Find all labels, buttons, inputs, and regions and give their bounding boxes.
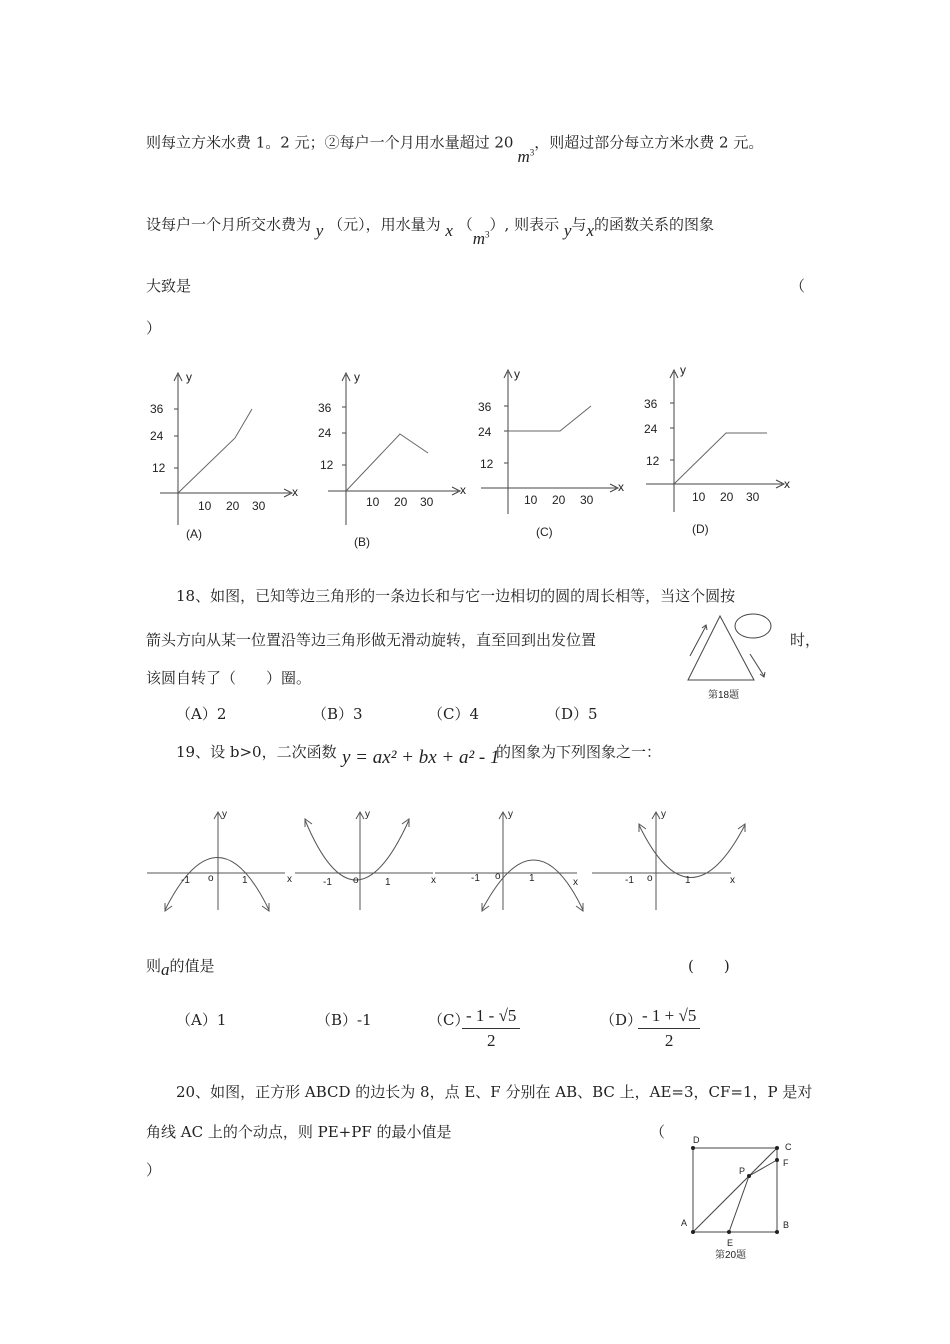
q17-line1: 则每立方米水费 1。2 元；②每户一个月用水量超过 $20m^3$，则超过部分每立方米水费 2 元。 <box>146 133 764 166</box>
q17-paren-open: （ <box>790 277 806 295</box>
svg-text:y: y <box>354 370 360 384</box>
graph-d <box>642 362 802 547</box>
svg-text:第20题: 第20题 <box>715 1250 747 1261</box>
q19-line1a: 19、设 b>0，二次函数 <box>176 743 337 761</box>
svg-text:36: 36 <box>318 401 332 415</box>
q17-line2: 设每户一个月所交水费为 y （元），用水量为 x $(m^3)$, 则表示 y与x的函数关系的图象 <box>146 215 714 248</box>
svg-text:30: 30 <box>746 490 760 504</box>
svg-text:y: y <box>186 370 192 384</box>
svg-text:-1: -1 <box>471 873 480 884</box>
svg-text:x: x <box>431 875 436 886</box>
graph-a <box>150 365 310 550</box>
svg-text:o: o <box>495 871 501 882</box>
svg-text:x: x <box>460 483 466 497</box>
q19-option-c-fraction: $\frac{- 1 - √5}{2}$ <box>462 1006 520 1051</box>
svg-text:10: 10 <box>692 490 706 504</box>
q19-graphs <box>145 805 775 915</box>
q18-option-a: （A）2 <box>176 705 227 723</box>
q19-option-d-label: （D） <box>600 1011 643 1029</box>
svg-text:1: 1 <box>529 873 535 884</box>
q18-line2: 箭头方向从某一位置沿等边三角形做无滑动旋转，直至回到出发位置 <box>146 631 597 649</box>
q17-paren-close: ） <box>146 319 162 337</box>
svg-text:24: 24 <box>478 425 492 439</box>
svg-text:12: 12 <box>646 454 660 468</box>
svg-text:24: 24 <box>150 429 164 443</box>
q20-paren-close: ） <box>146 1161 162 1179</box>
svg-text:F: F <box>783 1158 789 1168</box>
svg-text:1: 1 <box>385 877 391 888</box>
svg-text:30: 30 <box>580 493 594 507</box>
q19-option-c-label: （C） <box>428 1011 470 1029</box>
svg-text:o: o <box>353 875 359 886</box>
q19-option-a: （A）1 <box>176 1011 227 1029</box>
svg-text:1: 1 <box>685 875 691 886</box>
svg-text:10: 10 <box>366 495 380 509</box>
svg-text:12: 12 <box>480 457 494 471</box>
svg-text:o: o <box>208 873 214 884</box>
q18-option-d: （D）5 <box>546 705 598 723</box>
svg-text:y: y <box>514 367 520 381</box>
q18-option-c: （C）4 <box>428 705 480 723</box>
svg-text:36: 36 <box>150 402 164 416</box>
svg-text:(A): (A) <box>186 527 202 541</box>
q18-line3: 该圆自转了（ ）圈。 <box>146 669 312 687</box>
q20-line1: 20、如图，正方形 ABCD 的边长为 8，点 E、F 分别在 AB、BC 上，AE=3，CF=1，P 是对 <box>176 1083 813 1101</box>
svg-text:-1: -1 <box>323 877 332 888</box>
svg-text:30: 30 <box>252 499 266 513</box>
svg-text:第18题: 第18题 <box>708 690 740 701</box>
svg-text:-1: -1 <box>181 875 190 886</box>
q19-option-b: （B）-1 <box>316 1011 372 1029</box>
svg-text:20: 20 <box>720 490 734 504</box>
q19-formula: y = ax² + bx + a² - 1 <box>342 747 500 768</box>
q19-option-d-fraction: $\frac{- 1 + √5}{2}$ <box>638 1006 700 1051</box>
svg-text:(D): (D) <box>692 522 709 536</box>
q18-line1: 18、如图，已知等边三角形的一条边长和与它一边相切的圆的周长相等，当这个圆按 <box>176 587 736 605</box>
svg-text:20: 20 <box>394 495 408 509</box>
q17-line3: 大致是 <box>146 277 192 295</box>
svg-text:12: 12 <box>152 461 166 475</box>
q18-figure <box>678 608 778 703</box>
q19-answer-paren: ( ) <box>688 957 730 975</box>
svg-text:20: 20 <box>226 499 240 513</box>
svg-text:12: 12 <box>320 458 334 472</box>
svg-text:y: y <box>222 809 227 820</box>
q18-option-b: （B）3 <box>312 705 363 723</box>
svg-text:(C): (C) <box>536 525 553 539</box>
svg-text:10: 10 <box>524 493 538 507</box>
svg-text:x: x <box>573 877 578 888</box>
svg-text:A: A <box>681 1218 688 1228</box>
svg-text:o: o <box>647 873 653 884</box>
svg-text:y: y <box>680 363 686 377</box>
svg-text:y: y <box>508 809 513 820</box>
q20-line2: 角线 AC 上的个动点，则 PE+PF 的最小值是 <box>146 1123 452 1141</box>
svg-text:y: y <box>661 809 666 820</box>
graph-b <box>318 365 478 550</box>
svg-text:10: 10 <box>198 499 212 513</box>
svg-text:x: x <box>287 874 292 885</box>
svg-text:P: P <box>739 1166 746 1176</box>
graph-c <box>476 362 636 547</box>
svg-text:B: B <box>783 1220 790 1230</box>
svg-text:-1: -1 <box>625 875 634 886</box>
svg-text:x: x <box>618 480 624 494</box>
svg-text:1: 1 <box>242 875 248 886</box>
svg-text:30: 30 <box>420 495 434 509</box>
q19-line1b: 的图象为下列图象之一： <box>496 743 662 761</box>
q19-answer-line: 则a的值是 <box>146 957 215 979</box>
svg-text:36: 36 <box>478 400 492 414</box>
svg-text:x: x <box>784 477 790 491</box>
svg-text:20: 20 <box>552 493 566 507</box>
q20-figure <box>675 1134 805 1264</box>
svg-text:D: D <box>693 1135 700 1145</box>
svg-text:x: x <box>730 875 735 886</box>
svg-text:C: C <box>785 1142 792 1152</box>
svg-text:36: 36 <box>644 397 658 411</box>
svg-text:E: E <box>727 1238 734 1248</box>
svg-text:y: y <box>365 809 370 820</box>
q20-paren-open: （ <box>650 1123 666 1141</box>
svg-text:x: x <box>292 485 298 499</box>
unit-m3: $m^3$ <box>517 146 535 166</box>
svg-text:24: 24 <box>318 426 332 440</box>
svg-text:24: 24 <box>644 422 658 436</box>
svg-text:(B): (B) <box>354 535 370 549</box>
q18-line2-end: 时， <box>790 631 821 649</box>
